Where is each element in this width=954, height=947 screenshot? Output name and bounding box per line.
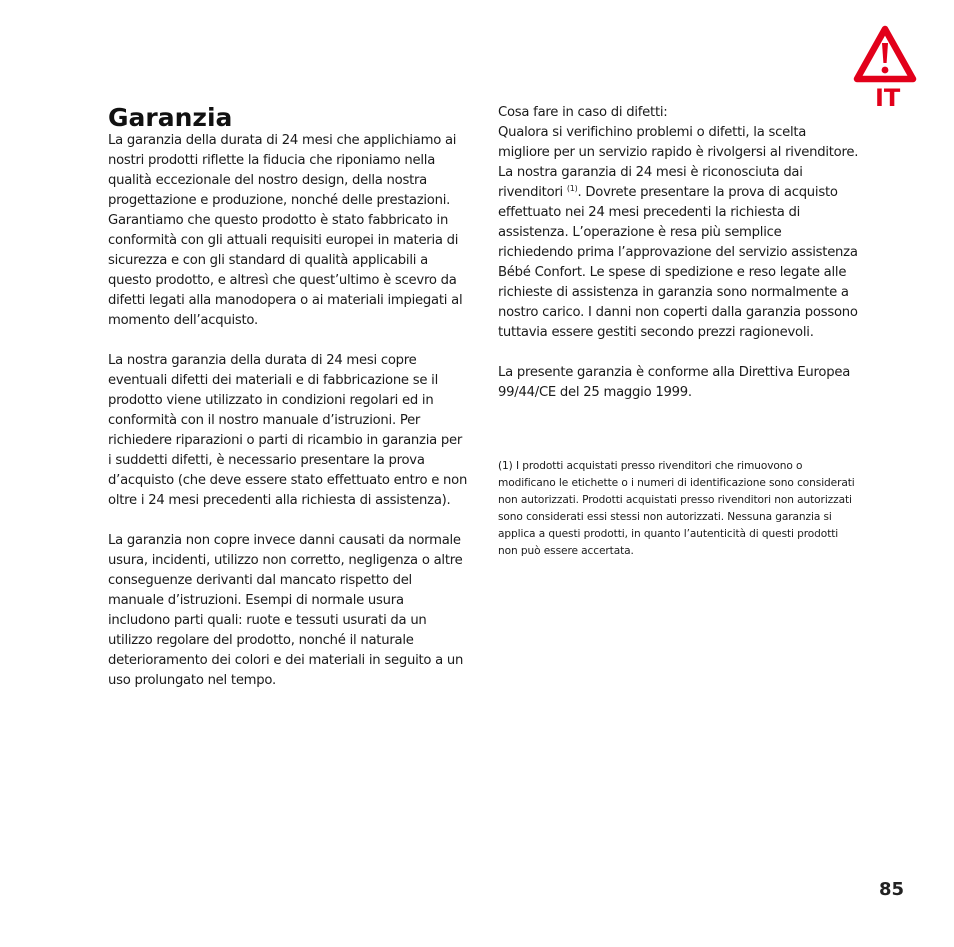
language-code: IT xyxy=(875,84,901,112)
directive-paragraph: La presente garanzia è conforme alla Direttiva Europea 99/44/CE del 25 maggio 1999. xyxy=(498,365,851,400)
footnote-reference: (1) xyxy=(566,184,578,193)
warranty-paragraph-1: La garanzia della durata di 24 mesi che applichiamo ai nostri prodotti riflette la fiducia che riponiamo nella qualità eccezionale del nostro design, della nostra progettazione e produzione, nonché delle prestazioni. Garantiamo che questo prodotto è stato fabbricato in conformità con gli attuali requisiti europei in materia di sicurezza e con gli standard di qualità applicabili a questo prodotto, e altresì che quest’ultimo è scevro da difetti legati alla manodopera o ai materiali impiegati al momento dell’acquisto. xyxy=(108,133,463,328)
defects-paragraph xyxy=(498,123,860,343)
page-number: 85 xyxy=(879,879,905,900)
warranty-paragraph-3: La garanzia non copre invece danni causati da normale usura, incidenti, utilizzo non corretto, negligenza o altre conseguenze derivanti dal mancato rispetto del manuale d’istruzioni. Esempi di normale usura includono parti quali: ruote e tessuti usurati da un utilizzo regolare del prodotto, nonché il naturale deterioramento dei colori e dei materiali in seguito a un uso prolungato nel tempo. xyxy=(108,533,464,688)
right-column xyxy=(498,103,860,403)
footnote: (1) I prodotti acquistati presso rivenditori che rimuovono o modificano le etichette o i numeri di identificazione sono considerati non autorizzati. Prodotti acquistati presso rivenditori non autorizzati sono considerati essi stessi non autorizzati. Nessuna garanzia si applica a questi prodotti, in quanto l’autenticità di questi prodotti non può essere accertata. xyxy=(498,460,855,557)
warning-triangle-icon xyxy=(853,25,917,85)
warranty-paragraph-2: La nostra garanzia della durata di 24 mesi copre eventuali difetti dei materiali e di fabbricazione se il prodotto viene utilizzato in condizioni regolari ed in conformità con il nostro manuale d’istruzioni. Per richiedere riparazioni o parti di ricambio in garanzia per i suddetti difetti, è necessario presentare la prova d’acquisto (che deve essere stato effettuato entro e non oltre i 24 mesi precedenti alla richiesta di assistenza). xyxy=(108,353,468,508)
defects-text-end: . Dovrete presentare la prova di acquisto effettuato nei 24 mesi precedenti la richiesta di assistenza. L’operazione è resa più semplice richiedendo prima l’approvazione del servizio assistenza Bébé Confort. Le spese di spedizione e reso legate alle richieste di assistenza in garanzia sono normalmente a nostro carico. I danni non coperti dalla garanzia possono tuttavia essere gestiti secondo prezzi ragionevoli. xyxy=(498,185,858,340)
defects-text-start: Qualora si verifichino problemi o difetti, la scelta migliore per un servizio rapido è rivolgersi al rivenditore. La nostra garanzia di 24 mesi è riconosciuta dai rivenditori xyxy=(498,125,859,200)
left-column xyxy=(108,131,468,691)
page-title: Garanzia xyxy=(108,103,233,132)
defects-heading: Cosa fare in caso di difetti: xyxy=(498,105,668,120)
